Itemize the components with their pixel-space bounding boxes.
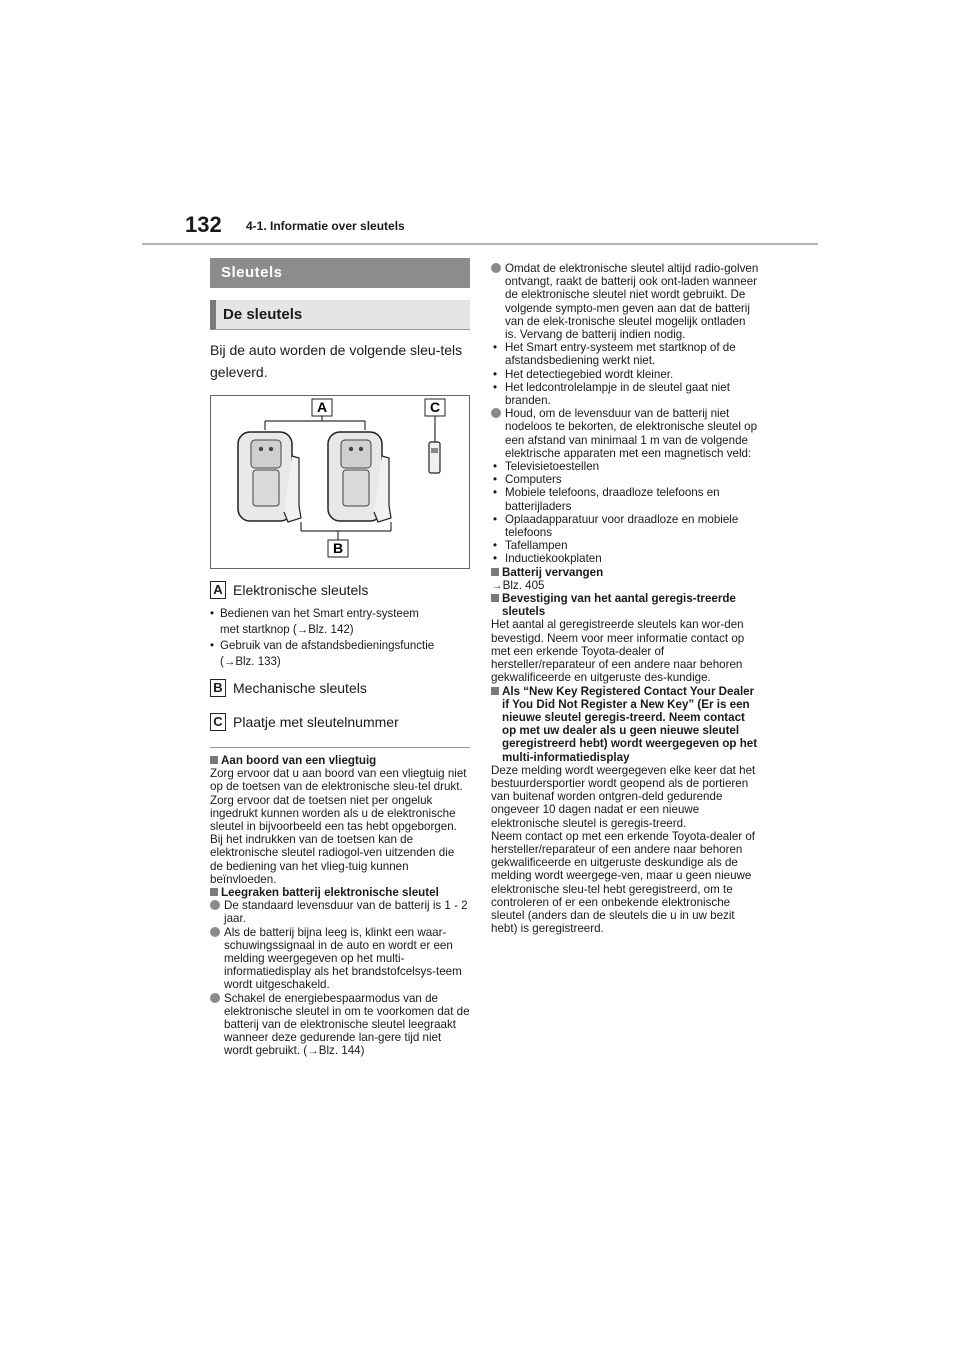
header-divider [142,243,818,245]
legend [210,581,470,731]
note-heading: Leegraken batterij elektronische sleutel [210,886,470,899]
note-bullet-item: • Het detectiegebied wordt kleiner. [493,367,674,381]
keys-drawing [211,396,469,568]
badge-c: C [210,713,226,731]
legend-item-c [210,713,470,731]
right-column [491,262,759,935]
note-heading: Aan boord van een vliegtuig [210,754,470,767]
notes-divider [210,747,470,748]
note-bullet-item: • Het ledcontrolelampje in de sleutel gaat niet branden. [493,380,730,408]
note-bullet-item: • Oplaadapparatuur voor draadloze en mobiele telefoons [493,512,739,540]
legend-item-b [210,679,470,697]
note-bullet-item: • Tafellampen [493,539,568,553]
note-circle-item: Omdat de elektronische sleutel altijd radio-golven ontvangt, raakt de batterij ook ont-laden wanneer de elektronische sleutel niet wordt gebruikt. De volgende sympto-men geven aan dat de batterij van de elek-tronische sleutel mogelijk ontladen is. Vervang de batterij indien nodig. [491,262,759,341]
legend-label-c: Plaatje met sleutelnummer [233,714,399,730]
legend-label-b: Mechanische sleutels [233,680,367,696]
legend-bullet: • Bedienen van het Smart entry-systeem met startknop (→Blz. 142) [210,608,419,636]
section-reference: 4-1. Informatie over sleutels [246,219,405,233]
note-bullet-item: • Computers [493,473,562,487]
note-circle-item: Schakel de energiebespaarmodus van de elektronische sleutel in om te voorkomen dat de batterij van de elektronische sleutel leegraakt wanneer deze gedurende lan-gere tijd niet wordt gebruikt. (→Blz. 144) [210,992,470,1058]
keys-illustration [210,395,470,569]
note-circle-item: Als de batterij bijna leeg is, klinkt een waar-schuwingssignaal in de auto en wordt er een melding weergegeven op het multi-informatiedisplay als het brandstofcelsys-teem wordt uitgeschakeld. [210,926,470,992]
notes-left [210,754,470,1058]
note-heading: Als “New Key Registered Contact Your Dealer if You Did Not Register a New Key” (Er is een nieuwe sleutel geregis-treerd. Neem contact op met uw dealer als u geen nieuwe sleutel geregistreerd hebt) wordt weergegeven op het multi-informatiedisplay [491,685,759,764]
figure-label-a: A [316,399,328,415]
badge-a: A [210,581,226,599]
page-reference-link[interactable]: →Blz. 405 [491,578,545,592]
figure-label-b: B [332,540,344,556]
note-paragraph: Neem contact op met een erkende Toyota-dealer of hersteller/reparateur of een andere naar behoren gekwalificeerde en uitgeruste deskundige als de melding wordt weergege-ven, maar u geen nieuwe elektronische sleu-tel hebt geregistreerd, om te controleren of er een onbekende elektronische sleutel (anders dan de sleutels die u in uw bezit hebt) is geregistreerd. [491,829,756,936]
note-bullet-item: • Inductiekookplaten [493,552,602,566]
note-heading: Bevestiging van het aantal geregis-treerde sleutels [491,592,759,618]
figure-label-c: C [429,399,441,415]
note-paragraph: Zorg ervoor dat u aan boord van een vliegtuig niet op de toetsen van de elektronische sleu-tel drukt. Zorg ervoor dat de toetsen niet per ongeluk ingedrukt kunnen worden als u de elektronische sleutel in bijvoorbeeld een tas hebt opgeborgen. Bij het indrukken van de toetsen kan de elektronische sleutel radiogol-ven uitzenden die de bediening van het vlieg-tuig kunnen beïnvloeden. [210,767,467,886]
note-paragraph: Deze melding wordt weergegeven elke keer dat het bestuurdersportier wordt geopend als de portieren van buitenaf worden ontgren-deld gedurende ongeveer 10 dagen nadat er een nieuwe elektronische sleutel is geregis-treerd. [491,763,756,830]
note-bullet-item: • Televisietoestellen [493,460,600,474]
legend-item-a [210,581,470,599]
page-number: 132 [185,212,222,237]
note-bullet-item: • Mobiele telefoons, draadloze telefoons en batterijladers [493,486,720,513]
note-circle-item: De standaard levensduur van de batterij is 1 - 2 jaar. [210,899,470,925]
note-heading: Batterij vervangen [491,566,759,579]
note-circle-item: Houd, om de levensduur van de batterij niet nodeloos te bekorten, de elektronische sleutel op een afstand van minimaal 1 m van de volgende elektrische apparaten met een magnetisch veld: [491,407,759,460]
legend-label-a: Elektronische sleutels [233,582,369,598]
legend-bullet: • Gebruik van de afstandsbedieningsfunctie (→Blz. 133) [210,640,435,668]
left-column [210,258,470,1058]
intro-text: Bij de auto worden de volgende sleu-tels geleverd. [210,342,463,380]
badge-b: B [210,679,226,697]
note-bullet-item: • Het Smart entry-systeem met startknop of de afstandsbediening werkt niet. [493,341,736,368]
subsection-title: De sleutels [210,300,470,330]
section-title: Sleutels [210,258,470,288]
note-paragraph: Het aantal al geregistreerde sleutels kan wor-den bevestigd. Neem voor meer informatie contact op met een erkende Toyota-dealer of hersteller/reparateur of een andere naar behoren gekwalificeerde en uitgeruste des-kundige. [491,618,745,685]
